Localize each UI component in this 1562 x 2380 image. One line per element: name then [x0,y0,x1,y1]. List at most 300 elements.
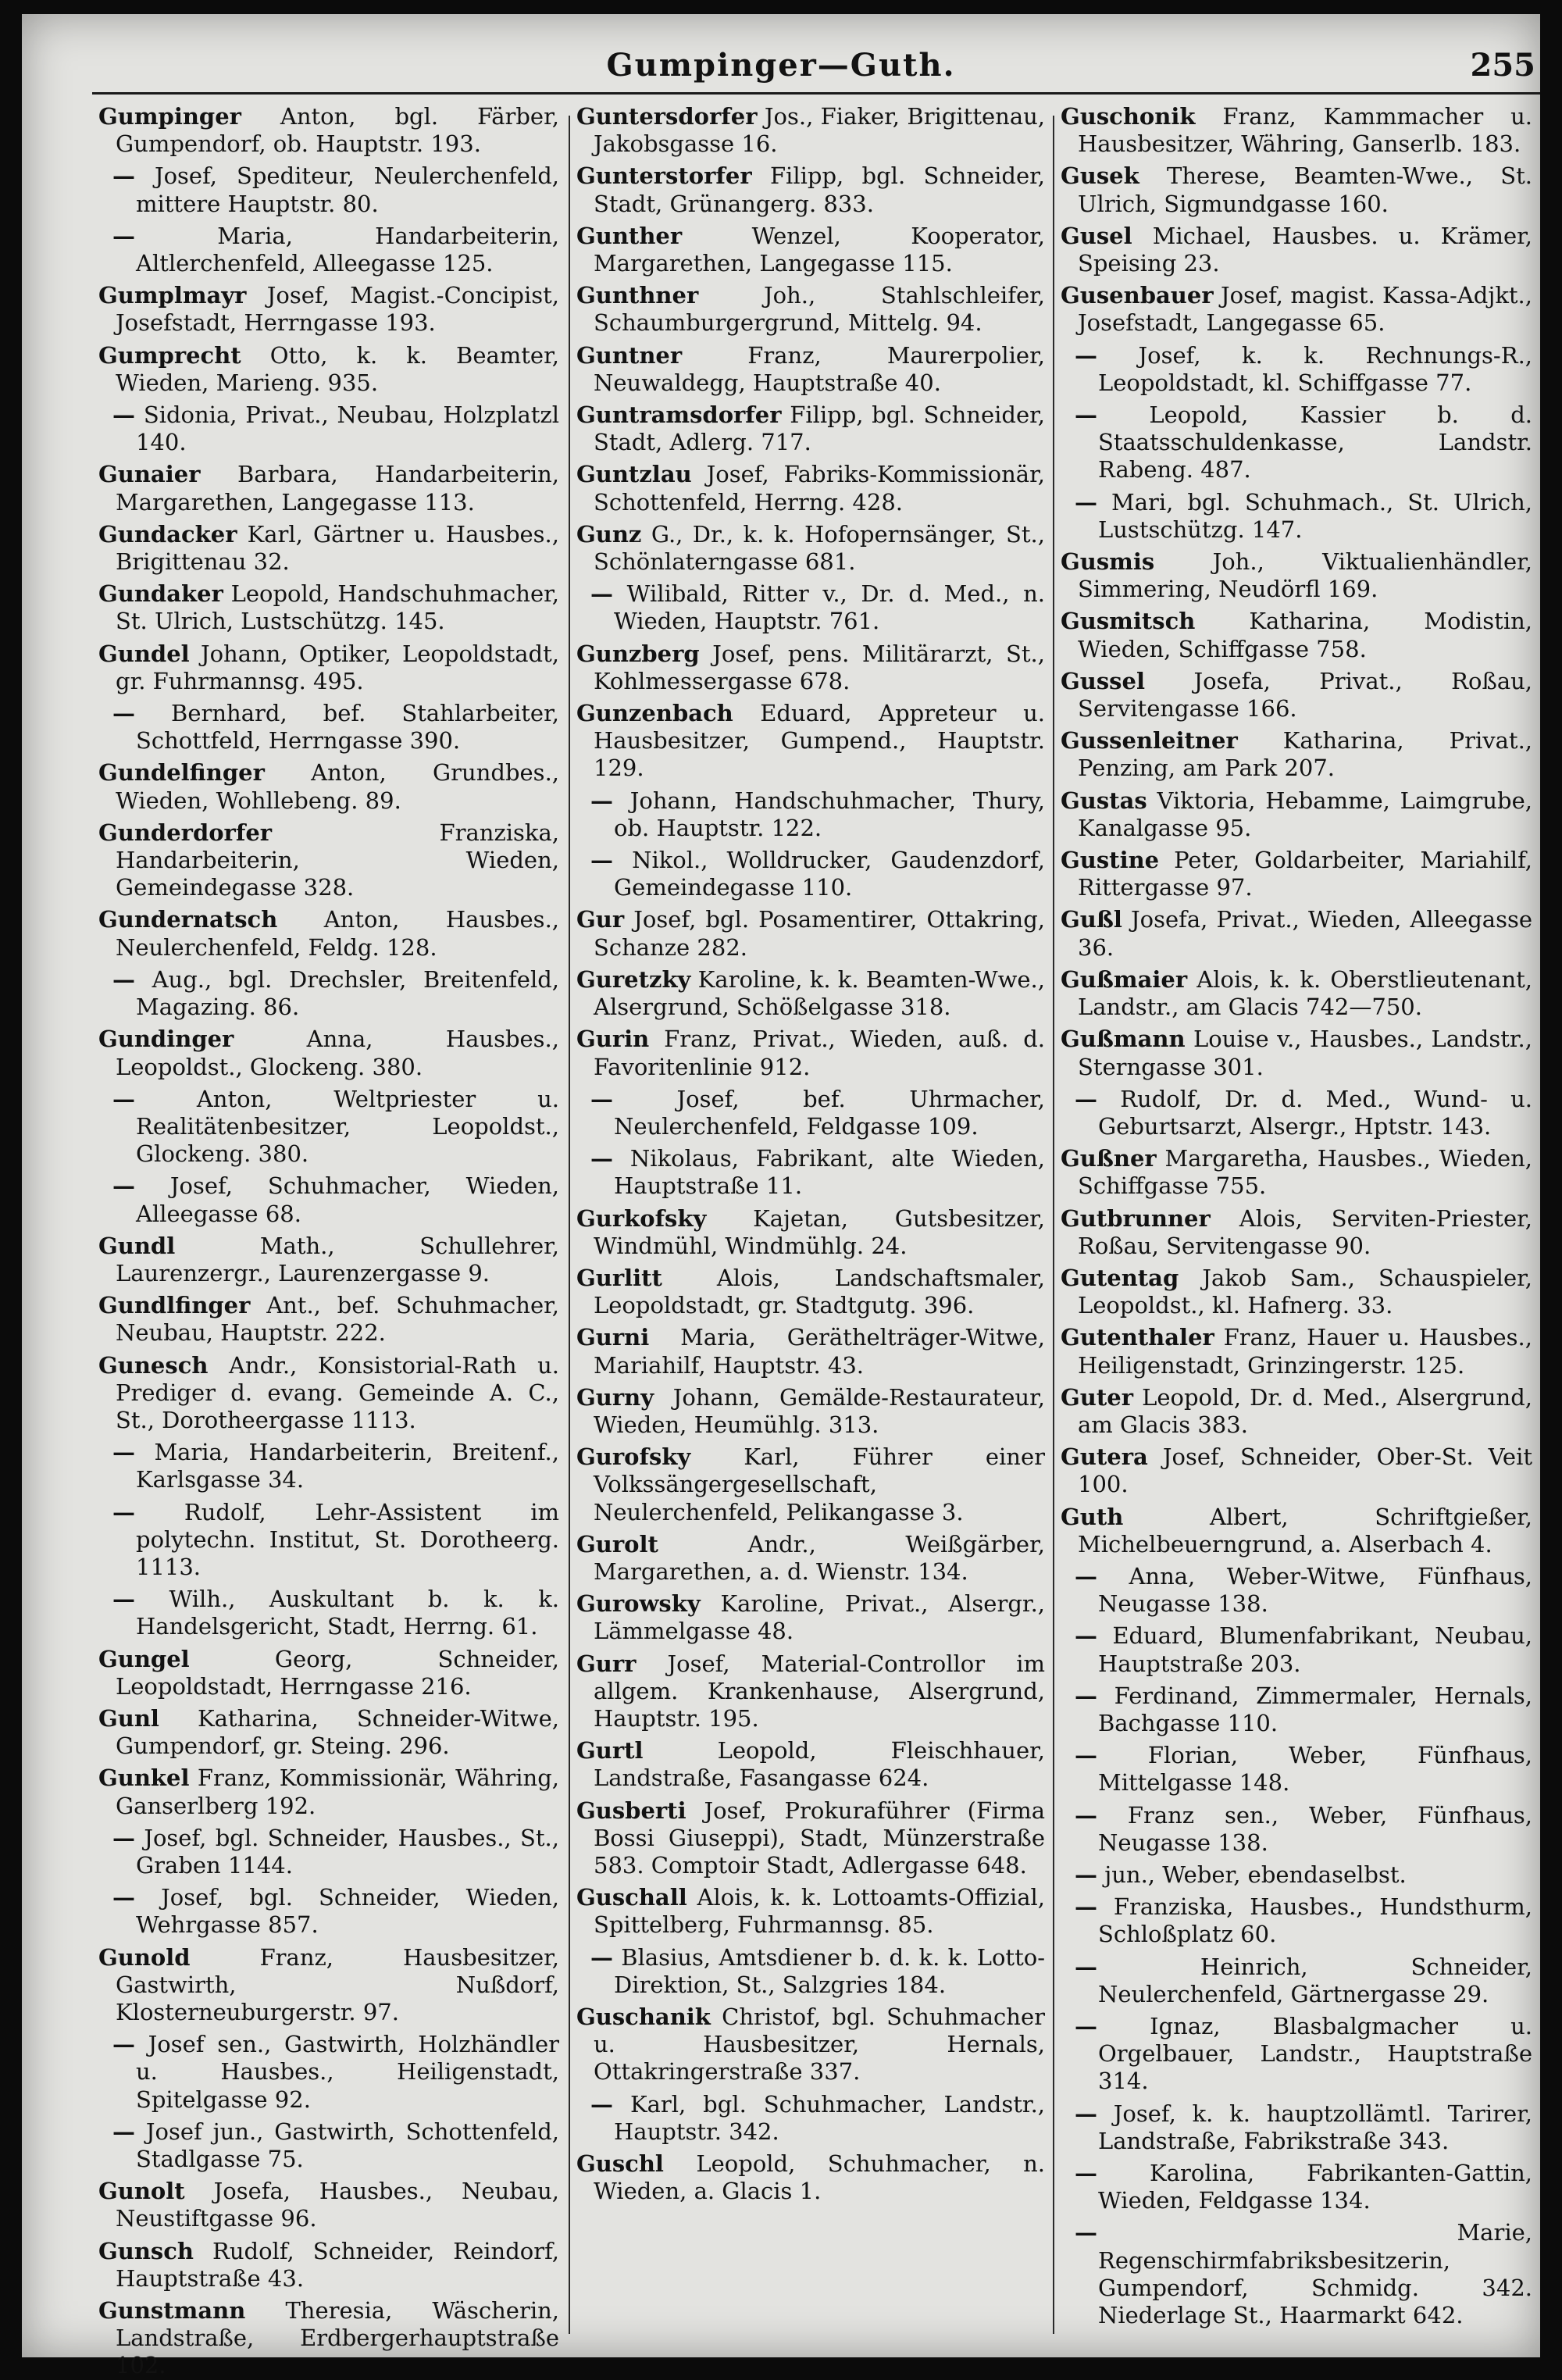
entry-surname: Gunderdorfer [98,819,273,846]
entry-surname: Guntner [576,341,683,369]
directory-entry [98,1944,559,2027]
entry-surname: Guschanik [576,2004,711,2030]
entry-surname: Gundl [98,1232,176,1259]
entry-surname: — [1075,1953,1097,1980]
entry-details: Michael, Hausbes. u. Krämer, Speising 23. [1078,222,1532,277]
entry-details: Anton, Grundbes., Wieden, Wohllebeng. 89. [116,759,560,814]
entry-surname: Gutera [1061,1443,1148,1471]
entry-details: Johann, Handschuhmacher, Thury, ob. Hauptstr. 122. [614,787,1045,841]
entry-surname: Gutentag [1061,1264,1179,1291]
entry-surname: — [1075,1861,1097,1888]
entry-surname: — [1075,1622,1097,1650]
directory-entry [576,580,1045,635]
entry-surname: Gumpinger [98,103,241,130]
entry-surname: Gur [576,906,625,933]
directory-entry [576,1797,1045,1880]
directory-entry [1061,966,1532,1021]
entry-surname: Gurtl [576,1737,644,1764]
entry-details: Georg, Schneider, Leopoldstadt, Herrngasse 216. [116,1645,560,1700]
entry-details: Math., Schullehrer, Laurenzergr., Laurenzergasse 9. [116,1232,559,1286]
directory-entry [1061,342,1532,397]
entry-surname: Gußmann [1061,1026,1186,1053]
entry-details: Albert, Schriftgießer, Michelbeuerngrund, a. Alserbach 4. [1078,1503,1533,1558]
directory-entry [98,1292,559,1347]
entry-surname: Gumplmayr [98,282,247,309]
entry-surname: Guschl [576,2150,664,2178]
entry-surname: — [1075,1742,1097,1769]
directory-entry [1061,2013,1532,2096]
directory-entry [1061,787,1532,842]
directory-entry [1061,162,1532,217]
entry-details: Josef sen., Gastwirth, Holzhändler u. Hausbes., Heiligenstadt, Spitelgasse 92. [136,2031,559,2113]
entry-surname: — [112,1498,135,1525]
entry-details: Bernhard, bef. Stahlarbeiter, Schottfeld, Herrngasse 390. [136,700,559,755]
entry-surname: Gunesch [98,1351,209,1379]
column-divider [1053,116,1054,2334]
directory-entry [576,223,1045,277]
entry-details: Josefa, Privat., Roßau, Servitengasse 166. [1078,667,1533,723]
entry-details: Leopold, Fleischhauer, Landstraße, Fasangasse 624. [594,1737,1045,1792]
directory-entry [576,162,1045,217]
entry-surname: Gunzberg [576,640,700,667]
entry-surname: Gunold [98,1943,191,1971]
entry-details: Jos., Fiaker, Brigittenau, Jakobsgasse 16. [594,103,1045,158]
directory-entry [98,1172,559,1227]
directory-entry [98,1705,559,1760]
entry-details: Nikol., Wolldrucker, Gaudenzdorf, Gemeindegasse 110. [614,847,1046,901]
directory-entry [576,1884,1045,1939]
directory-entry [1061,1504,1532,1558]
directory-entry [576,461,1045,516]
directory-entry [576,1026,1045,1080]
directory-entry [98,401,559,456]
entry-surname: — [590,580,613,608]
directory-entry [1061,223,1532,277]
column-3 [1061,103,1532,2345]
entry-surname: Gutbrunner [1061,1204,1211,1232]
entry-details: Josef, bgl. Schneider, Hausbes., St., Graben 1144. [136,1824,559,1879]
entry-details: Johann, Optiker, Leopoldstadt, gr. Fuhrmannsg. 495. [116,640,559,694]
entry-details: Anton, bgl. Färber, Gumpendorf, ob. Hauptstr. 193. [116,103,559,158]
directory-entry [1061,906,1532,961]
entry-details: Katharina, Privat., Penzing, am Park 207. [1078,727,1533,782]
directory-entry [576,1324,1045,1379]
entry-details: jun., Weber, ebendaselbst. [1104,1861,1407,1888]
entry-details: Marie, Regenschirmfabriksbesitzerin, Gumpendorf, Schmidg. 342. Niederlage St., Haarmarkt 642. [1098,2219,1532,2329]
entry-details: Therese, Beamten-Wwe., St. Ulrich, Sigmundgasse 160. [1078,162,1533,217]
directory-entry [576,1650,1045,1733]
directory-page [22,14,1540,2379]
entry-surname: Gußmaier [1061,965,1188,993]
entry-details: Franziska, Hausbes., Hundsthurm, Schloßplatz 60. [1098,1893,1532,1948]
entry-surname: Gunkel [98,1764,190,1792]
directory-entry [1061,489,1532,544]
entry-details: Blasius, Amtsdiener b. d. k. k. Lotto-Direktion, St., Salzgries 184. [614,1943,1045,1998]
directory-entry [1061,1893,1532,1948]
entry-surname: — [1075,1085,1097,1112]
column-2 [576,103,1045,2345]
entry-surname: — [112,1884,135,1911]
entry-surname: Gundaker [98,580,223,608]
directory-entry [1061,1742,1532,1797]
entry-surname: — [590,1145,613,1172]
entry-details: Johann, Gemälde-Restaurateur, Wieden, Heumühlg. 313. [594,1383,1045,1438]
directory-entry [576,1737,1045,1792]
entry-surname: — [590,2090,613,2118]
entry-details: Wilh., Auskultant b. k. k. Handelsgericht, Stadt, Herrng. 61. [136,1586,560,1640]
entry-surname: — [590,847,613,874]
directory-entry [576,906,1045,961]
entry-details: Franz, Hauer u. Hausbes., Heiligenstadt, Grinzingerstr. 125. [1078,1324,1532,1379]
directory-entry [1061,282,1532,337]
entry-surname: Gurofsky [576,1443,691,1471]
entry-details: Josef, bef. Uhrmacher, Neulerchenfeld, Feldgasse 109. [614,1085,1046,1140]
entry-surname: Guntersdorfer [576,103,758,130]
entry-details: Leopold, Dr. d. Med., Alsergrund, am Glacis 383. [1078,1383,1533,1438]
entry-details: Leopold, Handschuhmacher, St. Ulrich, Lustschützg. 145. [116,580,559,635]
column-divider [569,116,570,2334]
directory-entry [1061,103,1532,158]
directory-entry [98,461,559,516]
entry-details: Josef, magist. Kassa-Adjkt., Josefstadt, Langegasse 65. [1078,282,1532,337]
entry-surname: Gunthner [576,282,699,309]
entry-details: Christof, bgl. Schuhmacher u. Hausbesitzer, Hernals, Ottakringerstraße 337. [594,2004,1045,2086]
entry-surname: — [1075,1801,1097,1829]
directory-entry [576,1205,1045,1260]
entry-details: Josef, Material-Controllor im allgem. Krankenhause, Alsergrund, Hauptstr. 195. [594,1650,1045,1732]
entry-surname: Gutenthaler [1061,1324,1214,1351]
entry-details: Filipp, bgl. Schneider, Stadt, Adlerg. 717. [594,401,1046,456]
entry-surname: — [590,787,613,814]
entry-surname: — [112,700,135,727]
entry-surname: Gussel [1061,667,1145,694]
directory-entry [1061,1145,1532,1200]
entry-details: Karoline, Privat., Alsergr., Lämmelgasse 48. [594,1590,1046,1645]
entry-details: Alois, Serviten-Priester, Roßau, Servitengasse 90. [1078,1204,1532,1259]
directory-entry [576,966,1045,1021]
entry-details: Rudolf, Schneider, Reindorf, Hauptstraße 43. [116,2237,559,2292]
directory-entry [576,2004,1045,2086]
entry-surname: Gusenbauer [1061,282,1214,309]
entry-surname: — [590,1085,613,1112]
entry-details: Otto, k. k. Beamter, Wieden, Marieng. 935. [116,341,559,396]
entry-surname: — [1075,1562,1097,1590]
entry-surname: Gundlfinger [98,1292,251,1319]
entry-surname: Guretzky [576,965,691,993]
directory-entry [576,342,1045,397]
entry-details: Anna, Hausbes., Leopoldst., Glockeng. 380. [116,1026,559,1080]
entry-surname: Gurny [576,1383,654,1411]
entry-details: Joh., Stahlschleifer, Schaumburgergrund, Mittelg. 94. [594,282,1045,337]
entry-details: Ferdinand, Zimmermaler, Hernals, Bachgasse 110. [1098,1682,1532,1736]
directory-entry [98,282,559,337]
entry-details: Peter, Goldarbeiter, Mariahilf, Rittergasse 97. [1078,847,1532,901]
entry-details: Anton, Hausbes., Neulerchenfeld, Feldg. 128. [116,906,559,961]
entry-details: Josef, Magist.-Concipist, Josefstadt, Herrngasse 193. [116,282,560,337]
directory-entry [98,1439,559,1493]
entry-surname: — [590,1943,613,1971]
directory-entry [98,1646,559,1700]
entry-details: Rudolf, Lehr-Assistent im polytechn. Institut, St. Dorotheerg. 1113. [136,1498,559,1580]
directory-entry [576,1265,1045,1319]
entry-surname: Gunaier [98,461,201,488]
directory-entry [1061,1324,1532,1379]
entry-surname: Gusmitsch [1061,608,1196,635]
entry-surname: Gußl [1061,906,1122,933]
entry-surname: — [112,2118,135,2145]
entry-details: Josef, Schneider, Ober-St. Veit 100. [1078,1443,1532,1498]
directory-entry [98,2297,559,2380]
directory-entry [1061,548,1532,603]
entry-details: Franz, Kommissionär, Währing, Ganserlberg 192. [116,1764,559,1819]
entry-surname: — [112,1586,135,1613]
entry-surname: Gunl [98,1704,159,1732]
directory-entry [98,640,559,695]
entry-details: Josef, Fabriks-Kommissionär, Schottenfeld, Herrng. 428. [594,461,1045,516]
entry-surname: Gundernatsch [98,906,278,933]
entry-details: Maria, Geräthelträger-Witwe, Mariahilf, Hauptstr. 43. [594,1324,1045,1379]
entry-details: Maria, Handarbeiterin, Breitenf., Karlsgasse 34. [136,1439,559,1493]
entry-surname: Gustas [1061,787,1147,814]
entry-surname: Gußner [1061,1145,1157,1172]
directory-entry [576,1145,1045,1200]
entry-details: Josef, Schuhmacher, Wieden, Alleegasse 68. [136,1172,560,1227]
entry-details: Franz, Hausbesitzer, Gastwirth, Nußdorf, Klosterneuburgerstr. 97. [116,1943,559,2025]
entry-details: Franziska, Handarbeiterin, Wieden, Gemeindegasse 328. [116,819,559,901]
entry-surname: — [112,1085,135,1112]
entry-details: Leopold, Schuhmacher, n. Wieden, a. Glacis 1. [594,2150,1045,2205]
directory-entry [98,2178,559,2232]
entry-surname: Guntramsdorfer [576,401,782,429]
directory-entry [576,103,1045,158]
directory-entry [98,1352,559,1435]
entry-details: Barbara, Handarbeiterin, Margarethen, Langegasse 113. [116,461,559,516]
entry-details: Alois, Landschaftsmaler, Leopoldstadt, gr. Stadtgutg. 396. [594,1264,1046,1319]
directory-entry [576,1384,1045,1439]
entry-details: Karoline, k. k. Beamten-Wwe., Alsergrund, Schößelgasse 318. [594,965,1045,1021]
entry-surname: — [112,1439,135,1466]
directory-entry [1061,1384,1532,1439]
entry-details: Jakob Sam., Schauspieler, Leopoldst., kl. Hafnerg. 33. [1078,1264,1532,1319]
entry-surname: Gunolt [98,2178,185,2205]
entry-surname: Gurowsky [576,1590,701,1618]
entry-details: Wenzel, Kooperator, Margarethen, Langegasse 115. [594,222,1045,277]
directory-entry [98,580,559,635]
directory-entry [98,2238,559,2293]
entry-surname: Gunstmann [98,2297,246,2325]
entry-details: Viktoria, Hebamme, Laimgrube, Kanalgasse 95. [1078,787,1532,841]
directory-entry [98,1764,559,1819]
entry-surname: — [112,2031,135,2058]
directory-entry [576,282,1045,337]
entry-surname: Guter [1061,1383,1133,1411]
entry-surname: — [1075,2160,1097,2187]
entry-surname: Gurlitt [576,1264,662,1291]
running-head [22,47,1540,86]
directory-entry [98,819,559,902]
entry-details: Theresia, Wäscherin, Landstraße, Erdbergerhauptstraße 102. [116,2297,559,2379]
entry-details: Karl, bgl. Schuhmacher, Landstr., Hauptstr. 342. [614,2090,1045,2145]
entry-surname: — [1075,2219,1097,2246]
entry-details: Filipp, bgl. Schneider, Stadt, Grünangerg. 833. [594,162,1046,217]
directory-entry [98,2118,559,2173]
entry-details: Alois, k. k. Lottoamts-Offizial, Spittelberg, Fuhrmannsg. 85. [594,1884,1046,1939]
entry-surname: Gusberti [576,1797,686,1824]
entry-surname: Gungel [98,1645,190,1672]
directory-entry [98,700,559,755]
directory-entry [576,2091,1045,2146]
directory-entry [98,1233,559,1287]
entry-details: Rudolf, Dr. d. Med., Wund- u. Geburtsarzt, Alsergr., Hptstr. 143. [1098,1085,1533,1140]
directory-entry [98,1825,559,1879]
entry-details: Franz, Privat., Wieden, auß. d. Favoritenlinie 912. [594,1026,1045,1080]
entry-details: Katharina, Modistin, Wieden, Schiffgasse 758. [1078,608,1532,662]
entry-surname: Gusek [1061,162,1139,190]
entry-details: Sidonia, Privat., Neubau, Holzplatzl 140. [136,401,560,456]
entry-details: Josef, k. k. Rechnungs-R., Leopoldstadt, kl. Schiffgasse 77. [1098,341,1533,396]
entry-details: Karolina, Fabrikanten-Gattin, Wieden, Feldgasse 134. [1098,2160,1533,2214]
entry-details: Josef, Spediteur, Neulerchenfeld, mittere Hauptstr. 80. [136,162,559,217]
directory-entry [98,1586,559,1640]
directory-entry [1061,401,1532,484]
directory-entry [98,1884,559,1939]
entry-details: Nikolaus, Fabrikant, alte Wieden, Hauptstraße 11. [614,1145,1045,1200]
entry-details: Louise v., Hausbes., Landstr., Sterngasse 301. [1078,1026,1532,1080]
entry-details: Mari, bgl. Schuhmach., St. Ulrich, Lustschützg. 147. [1098,488,1532,543]
entry-surname: Gundel [98,640,190,667]
directory-entry [1061,1861,1532,1889]
entry-details: Franz, Maurerpolier, Neuwaldegg, Hauptstraße 40. [594,341,1045,396]
entry-details: Josef, k. k. hauptzollämtl. Tarirer, Landstraße, Fabrikstraße 343. [1098,2100,1533,2154]
entry-details: Alois, k. k. Oberstlieutenant, Landstr., am Glacis 742—750. [1078,965,1532,1021]
entry-surname: — [112,1172,135,1200]
entry-surname: — [1075,1893,1097,1921]
entry-surname: Guntzlau [576,461,692,488]
directory-entry [576,1086,1045,1140]
directory-entry [1061,1086,1532,1140]
entry-surname: Gurr [576,1650,637,1677]
directory-entry [98,966,559,1021]
entry-details: Andr., Weißgärber, Margarethen, a. d. Wienstr. 134. [594,1530,1045,1585]
entry-details: Andr., Konsistorial-Rath u. Prediger d. evang. Gemeinde A. C., St., Dorotheergasse 1113. [116,1351,559,1433]
entry-surname: Gunther [576,222,683,249]
entry-surname: Gussenleitner [1061,727,1238,755]
entry-surname: Gustine [1061,847,1160,874]
directory-entry [1061,1954,1532,2008]
entry-surname: — [1075,341,1097,369]
directory-entry [1061,1443,1532,1498]
header-rule [92,92,1540,95]
entry-surname: — [112,222,135,249]
entry-surname: Gusmis [1061,548,1155,576]
directory-entry [98,521,559,576]
directory-entry [98,103,559,158]
entry-details: Eduard, Appreteur u. Hausbesitzer, Gumpend., Hauptstr. 129. [594,700,1045,782]
directory-entry [576,1590,1045,1645]
entry-details: Eduard, Blumenfabrikant, Neubau, Hauptstraße 203. [1098,1622,1533,1677]
entry-details: Anna, Weber-Witwe, Fünfhaus, Neugasse 138. [1098,1562,1532,1618]
entry-details: Wilibald, Ritter v., Dr. d. Med., n. Wieden, Hauptstr. 761. [614,580,1046,635]
entry-surname: Guschonik [1061,103,1196,130]
directory-entry [98,1086,559,1169]
directory-entry [1061,2100,1532,2155]
entry-details: Franz sen., Weber, Fünfhaus, Neugasse 138. [1098,1801,1532,1856]
entry-surname: — [1075,2013,1097,2039]
entry-surname: — [1075,2100,1097,2127]
directory-entry [98,162,559,217]
directory-entry [1061,668,1532,723]
entry-details: Leopold, Kassier b. d. Staatsschuldenkasse, Landstr. Rabeng. 487. [1098,401,1533,483]
entry-surname: — [1075,401,1097,429]
directory-entry [576,401,1045,456]
directory-entry [576,847,1045,901]
directory-entry [576,787,1045,842]
entry-details: Heinrich, Schneider, Neulerchenfeld, Gärtnergasse 29. [1098,1953,1533,2007]
entry-surname: — [112,162,135,190]
directory-entry [1061,1265,1532,1319]
directory-entry [576,2150,1045,2205]
entry-details: Aug., bgl. Drechsler, Breitenfeld, Magazing. 86. [136,965,559,1021]
directory-entry [98,759,559,814]
entry-details: Franz, Kammmacher u. Hausbesitzer, Währing, Ganserlb. 183. [1078,103,1533,158]
directory-entry [1061,1563,1532,1618]
directory-entry [98,223,559,277]
entry-details: Margaretha, Hausbes., Wieden, Schiffgasse 755. [1078,1145,1532,1200]
entry-surname: Gusel [1061,222,1132,249]
directory-entry [576,640,1045,695]
entry-details: Florian, Weber, Fünfhaus, Mittelgasse 148. [1098,1742,1533,1797]
entry-surname: Gurni [576,1324,650,1351]
entry-surname: — [112,965,135,993]
entry-details: Karl, Führer einer Volkssängergesellschaft, Neulerchenfeld, Pelikangasse 3. [594,1443,1046,1525]
entry-surname: — [112,401,135,429]
directory-entry [1061,1802,1532,1857]
directory-entry [98,342,559,397]
page-title: Gumpinger—Guth. [606,47,956,84]
entry-details: Josef, pens. Militärarzt, St., Kohlmessergasse 678. [594,640,1045,694]
entry-surname: — [1075,488,1097,516]
entry-details: Josefa, Hausbes., Neubau, Neustiftgasse 96. [116,2178,559,2232]
entry-details: Anton, Weltpriester u. Realitätenbesitzer, Leopoldst., Glockeng. 380. [136,1085,560,1168]
directory-entry [1061,2219,1532,2329]
column-1 [98,103,560,2379]
entry-surname: Gundinger [98,1026,234,1053]
entry-details: Josef, bgl. Schneider, Wieden, Wehrgasse 857. [136,1884,560,1939]
entry-surname: Gunsch [98,2237,194,2264]
directory-entry [576,1944,1045,1999]
entry-surname: — [1075,1682,1097,1709]
entry-surname: Guschall [576,1884,687,1911]
entry-surname: Gurin [576,1026,650,1053]
directory-entry [1061,727,1532,782]
entry-surname: Gurkofsky [576,1204,707,1232]
entry-details: G., Dr., k. k. Hofopernsänger, St., Schönlaterngasse 681. [594,520,1045,576]
entry-details: Josefa, Privat., Wieden, Alleegasse 36. [1078,906,1532,961]
directory-entry [98,1499,559,1582]
entry-details: Josef, Prokuraführer (Firma Bossi Giuseppi), Stadt, Münzerstraße 583. Comptoir Stadt, Adlergasse 648. [594,1797,1045,1879]
directory-entry [1061,847,1532,901]
directory-entry [98,1026,559,1080]
directory-entry [1061,1682,1532,1737]
entry-surname: Guth [1061,1503,1124,1530]
directory-entry [576,1443,1045,1526]
directory-entry [1061,2160,1532,2214]
directory-entry [98,2031,559,2114]
entry-surname: — [112,1824,135,1851]
directory-entry [1061,1026,1532,1080]
entry-details: Josef jun., Gastwirth, Schottenfeld, Stadlgasse 75. [136,2118,559,2173]
entry-surname: Gunz [576,520,642,548]
